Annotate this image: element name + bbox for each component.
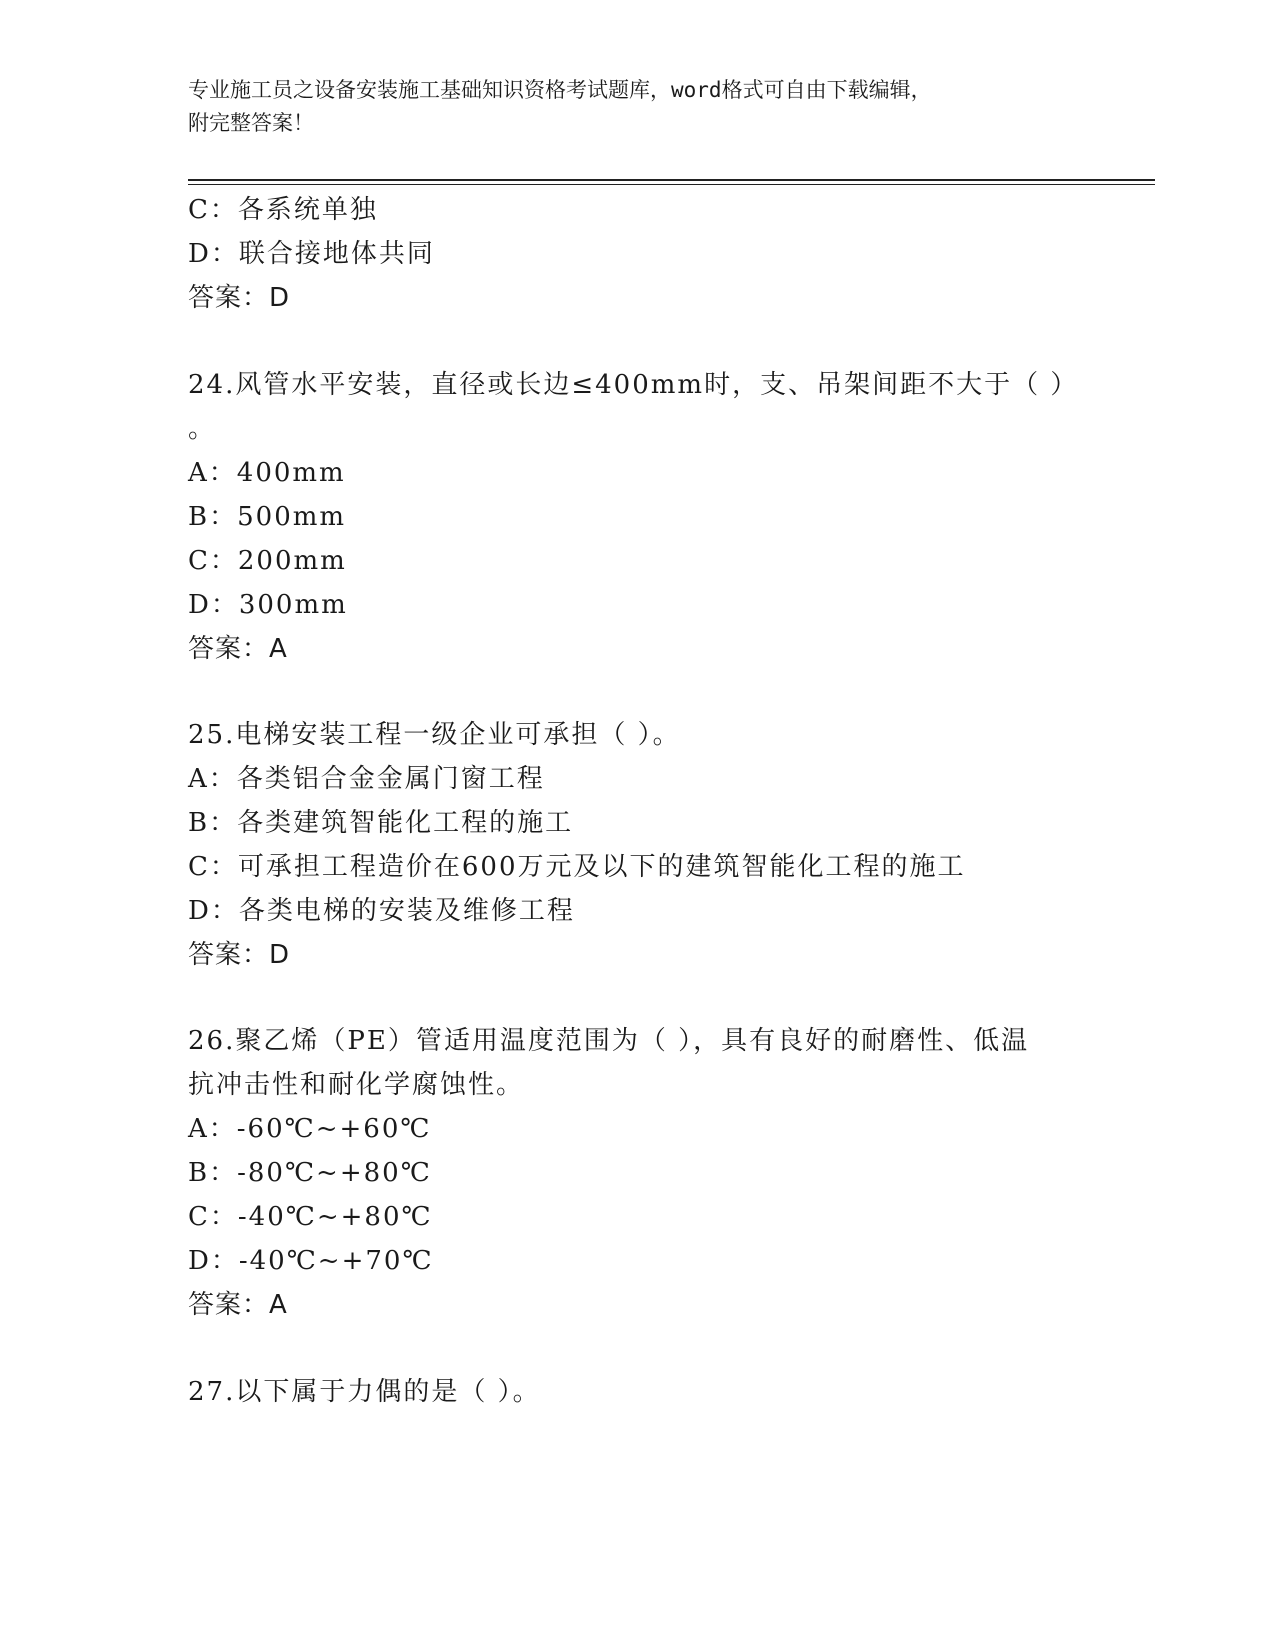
q25-option-c: C：可承担工程造价在600万元及以下的建筑智能化工程的施工 — [188, 852, 966, 882]
q26-option-b: B：-80℃~+80℃ — [188, 1158, 432, 1188]
q23-answer: 答案：D — [188, 283, 291, 313]
document-header — [188, 74, 1088, 140]
q24-option-b: B：500mm — [188, 502, 347, 532]
q25-option-a: A：各类铝合金金属门窗工程 — [188, 764, 545, 794]
q26-option-d: D：-40℃~+70℃ — [188, 1246, 434, 1276]
q26-stem-cont: 抗冲击性和耐化学腐蚀性。 — [188, 1070, 525, 1100]
q24-stem: 24.风管水平安装，直径或长边≤400mm时，支、吊架间距不大于（ ） — [188, 370, 1079, 400]
q27-stem: 27.以下属于力偶的是（ ）。 — [188, 1377, 541, 1407]
q25-option-d: D：各类电梯的安装及维修工程 — [188, 896, 575, 926]
q26-option-c: C：-40℃~+80℃ — [188, 1202, 433, 1232]
q26-option-a: A：-60℃~+60℃ — [188, 1114, 432, 1144]
header-line-1: 专业施工员之设备安装施工基础知识资格考试题库，word格式可自由下载编辑， — [188, 78, 932, 102]
q24-option-a: A：400mm — [188, 458, 346, 488]
q25-option-b: B：各类建筑智能化工程的施工 — [188, 808, 574, 838]
header-line-2: 附完整答案！ — [188, 111, 314, 135]
q26-stem: 26.聚乙烯（PE）管适用温度范围为（ ），具有良好的耐磨性、低温 — [188, 1026, 1030, 1056]
q25-answer: 答案：D — [188, 940, 291, 970]
header-divider-thin — [188, 184, 1155, 185]
header-divider — [188, 179, 1155, 181]
q24-option-c: C：200mm — [188, 546, 347, 576]
q23-option-c: C：各系统单独 — [188, 195, 378, 225]
q24-option-d: D：300mm — [188, 590, 348, 620]
q24-stem-cont: 。 — [188, 414, 217, 444]
q26-answer: 答案：A — [188, 1290, 288, 1320]
q24-answer: 答案：A — [188, 634, 288, 664]
q23-option-d: D：联合接地体共同 — [188, 239, 435, 269]
q25-stem: 25.电梯安装工程一级企业可承担（ ）。 — [188, 720, 681, 750]
